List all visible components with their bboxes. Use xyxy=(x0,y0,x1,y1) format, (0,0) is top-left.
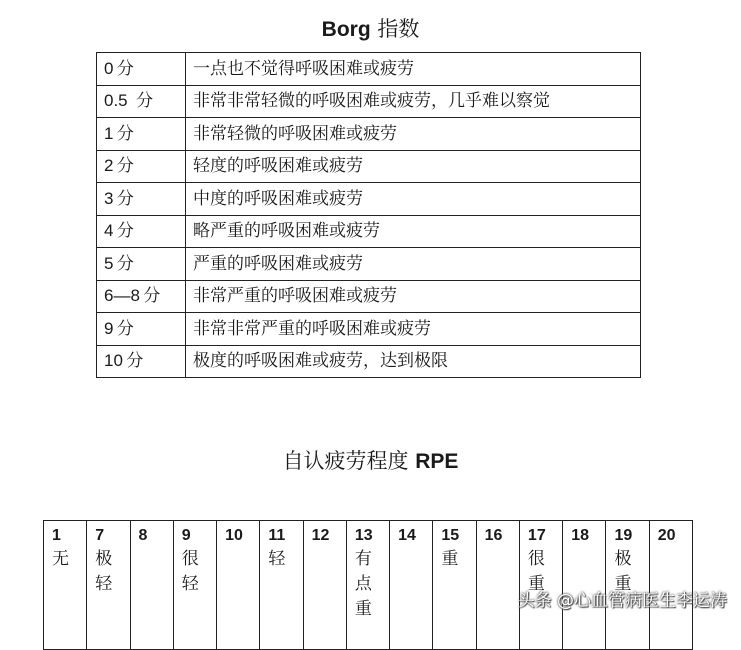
borg-description-cell: 非常非常严重的呼吸困难或疲劳 xyxy=(186,313,641,346)
rpe-cell xyxy=(433,521,476,650)
rpe-cell xyxy=(303,521,346,650)
borg-description-cell: 略严重的呼吸困难或疲劳 xyxy=(186,215,641,248)
borg-score-unit: 分 xyxy=(143,286,161,307)
borg-description-cell: 严重的呼吸困难或疲劳 xyxy=(186,248,641,281)
rpe-number: 10 xyxy=(225,527,243,544)
borg-description-cell: 轻度的呼吸困难或疲劳 xyxy=(186,150,641,183)
borg-score-unit: 分 xyxy=(116,58,134,79)
rpe-description: 有点重 xyxy=(354,549,372,619)
borg-score-cell xyxy=(97,313,186,346)
borg-row xyxy=(97,53,641,86)
borg-score-cell xyxy=(97,118,186,151)
rpe-cell xyxy=(476,521,519,650)
rpe-cell xyxy=(173,521,216,650)
rpe-description: 很轻 xyxy=(181,549,199,594)
rpe-cell xyxy=(44,521,87,650)
rpe-cell xyxy=(346,521,389,650)
borg-scale-table xyxy=(96,52,641,378)
rpe-number: 15 xyxy=(441,527,460,544)
borg-score-cell xyxy=(97,53,186,86)
rpe-number: 12 xyxy=(311,527,330,544)
rpe-number: 18 xyxy=(571,527,589,544)
borg-score-number: 9 xyxy=(104,318,114,338)
borg-row xyxy=(97,215,641,248)
rpe-cell xyxy=(649,521,692,650)
borg-description-cell: 非常严重的呼吸困难或疲劳 xyxy=(186,280,641,313)
rpe-title-latin: RPE xyxy=(415,450,459,473)
rpe-number: 16 xyxy=(484,527,503,544)
rpe-description: 轻 xyxy=(268,549,286,569)
borg-description-cell: 中度的呼吸困难或疲劳 xyxy=(186,183,641,216)
rpe-number: 11 xyxy=(268,527,286,544)
rpe-number: 14 xyxy=(398,527,416,544)
borg-score-number: 2 xyxy=(104,156,114,176)
borg-score-unit: 分 xyxy=(116,318,134,339)
borg-score-number: 0 xyxy=(104,58,114,78)
borg-score-number: 3 xyxy=(104,188,114,208)
borg-score-number: 6—8 xyxy=(104,286,140,306)
borg-row xyxy=(97,248,641,281)
borg-score-unit: 分 xyxy=(116,221,134,242)
borg-score-number: 10 xyxy=(104,351,123,371)
rpe-cell xyxy=(130,521,173,650)
rpe-cell xyxy=(390,521,433,650)
rpe-description: 极轻 xyxy=(95,549,113,594)
borg-score-cell xyxy=(97,85,186,118)
rpe-number: 7 xyxy=(95,527,105,544)
rpe-cell xyxy=(606,521,649,650)
borg-row xyxy=(97,313,641,346)
rpe-description: 重 xyxy=(441,549,459,569)
rpe-description: 无 xyxy=(52,549,69,569)
borg-score-number: 0.5 xyxy=(104,91,128,111)
rpe-title-cjk: 自认疲劳程度 xyxy=(282,449,409,473)
borg-description-cell: 一点也不觉得呼吸困难或疲劳 xyxy=(186,53,641,86)
borg-description-cell: 非常轻微的呼吸困难或疲劳 xyxy=(186,118,641,151)
rpe-number: 13 xyxy=(354,527,373,544)
borg-score-cell xyxy=(97,280,186,313)
borg-score-unit: 分 xyxy=(116,123,134,144)
watermark: 头条 @心血管病医生李运涛 xyxy=(517,591,727,611)
borg-row xyxy=(97,280,641,313)
rpe-number: 19 xyxy=(614,527,633,544)
borg-row xyxy=(97,150,641,183)
rpe-number: 9 xyxy=(181,527,191,544)
rpe-cell xyxy=(519,521,562,650)
borg-score-cell xyxy=(97,150,186,183)
rpe-cell xyxy=(260,521,303,650)
rpe-description: 很重 xyxy=(527,549,545,594)
borg-score-number: 1 xyxy=(104,123,114,143)
rpe-title xyxy=(0,446,741,477)
rpe-cell xyxy=(563,521,606,650)
borg-score-unit: 分 xyxy=(136,91,154,112)
borg-score-cell xyxy=(97,248,186,281)
rpe-row xyxy=(44,521,693,650)
borg-description-cell: 非常非常轻微的呼吸困难或疲劳，几乎难以察觉 xyxy=(186,85,641,118)
rpe-number: 17 xyxy=(527,527,546,544)
borg-score-cell xyxy=(97,345,186,378)
rpe-number: 1 xyxy=(52,527,61,544)
borg-title-cjk: 指数 xyxy=(377,17,420,41)
borg-score-unit: 分 xyxy=(116,253,134,274)
borg-score-number: 4 xyxy=(104,221,114,241)
borg-row xyxy=(97,85,641,118)
borg-title-latin: Borg xyxy=(321,18,371,41)
borg-score-number: 5 xyxy=(104,253,114,273)
borg-row xyxy=(97,183,641,216)
borg-description-cell: 极度的呼吸困难或疲劳，达到极限 xyxy=(186,345,641,378)
rpe-cell xyxy=(87,521,130,650)
borg-score-unit: 分 xyxy=(116,156,134,177)
borg-score-cell xyxy=(97,183,186,216)
rpe-number: 20 xyxy=(657,527,676,544)
borg-title xyxy=(0,14,741,45)
rpe-number: 8 xyxy=(138,527,148,544)
rpe-description: 极重 xyxy=(614,549,632,594)
rpe-cell xyxy=(217,521,260,650)
borg-score-cell xyxy=(97,215,186,248)
borg-row xyxy=(97,118,641,151)
borg-score-unit: 分 xyxy=(126,351,144,372)
borg-row xyxy=(97,345,641,378)
borg-score-unit: 分 xyxy=(116,188,134,209)
